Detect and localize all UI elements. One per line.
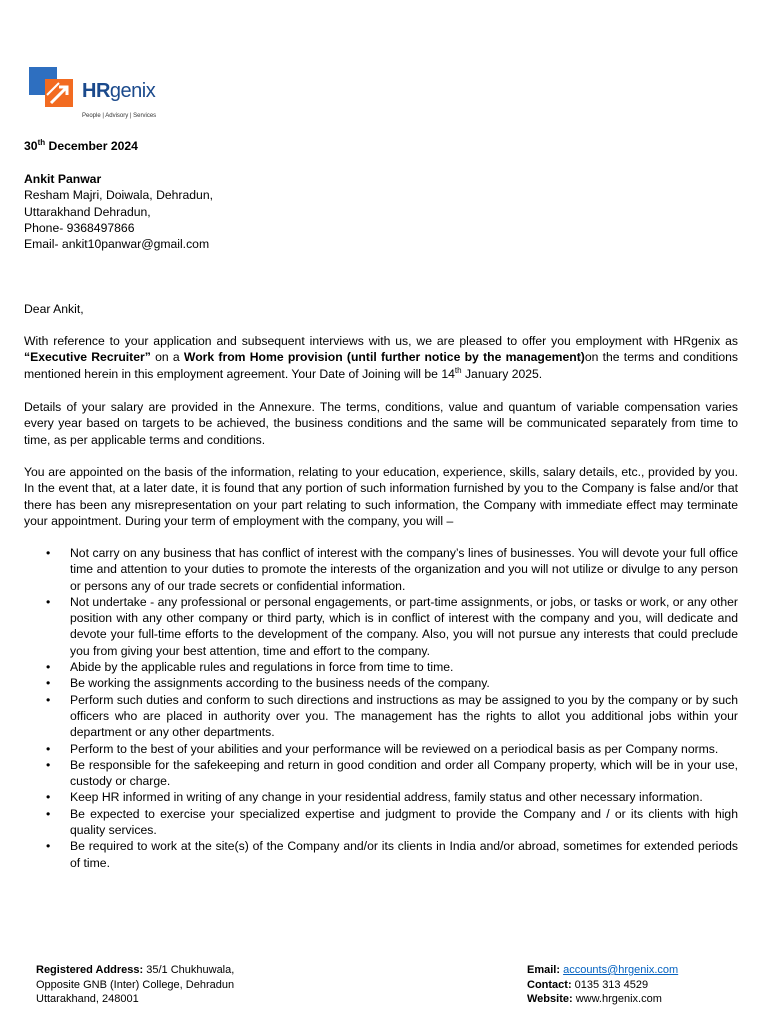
logo-wordmark: HRgenix bbox=[82, 80, 156, 102]
recipient-line2: Uttarakhand Dehradun, bbox=[24, 204, 151, 219]
list-item: • Perform to the best of your abilities and your performance will be reviewed on a periodical basis as per Company norms. bbox=[24, 741, 738, 757]
appointment-paragraph: You are appointed on the basis of the information, relating to your education, experience, skills, salary details, etc., provided by you. In the event that, at a later date, it is found that any portion of such information furnished by you to the Company is false and/or that there has been any misrepresentation on your part relating to such information, the Company with immediate effect may terminate your appointment. During your term of employment with the company, you will – bbox=[24, 465, 738, 528]
offer-paragraph: With reference to your application and subsequent interviews with us, we are pleased to offer you employment with HRgenix as “Executive Recruiter” on a Work from Home provision (until further notice by the management)on the terms and conditions mentioned herein in this employment agreement. Your Date of Joining will be 14th January 2025. bbox=[24, 334, 738, 381]
recipient-email: Email- ankit10panwar@gmail.com bbox=[24, 237, 210, 252]
footer-website: www.hrgenix.com bbox=[572, 993, 662, 1006]
list-item: • Abide by the applicable rules and regulations in force from time to time. bbox=[24, 659, 738, 675]
footer-registered-address: Registered Address: 35/1 Chukhuwala, Opposite GNB (Inter) College, Dehradun Uttarakhand, 248001 bbox=[36, 964, 235, 1006]
recipient-phone: Phone- 9368497866 bbox=[24, 220, 135, 235]
recipient-line1: Resham Majri, Doiwala, Dehradun, bbox=[24, 188, 213, 203]
logo-tagline: People | Advisory | Services bbox=[82, 113, 157, 119]
list-item: • Be responsible for the safekeeping and return in good condition and order all Company property, which will be in your use, custody or charge. bbox=[24, 757, 738, 790]
salary-paragraph: Details of your salary are provided in the Annexure. The terms, conditions, value and quantum of variable compensation varies every year based on targets to be achieved, the business conditions and the same will be communicated separately from time to time, as per applicable terms and conditions. bbox=[24, 400, 738, 447]
salutation: Dear Ankit, bbox=[24, 302, 84, 316]
letter-date: 30th December 2024 bbox=[24, 137, 138, 153]
list-item: • Be required to work at the site(s) of the Company and/or its clients in India and/or abroad, sometimes for extended periods of time. bbox=[24, 838, 738, 871]
list-item: • Not undertake - any professional or personal engagements, or part-time assignments, or jobs, or tasks or work, or any other position with any other company or third party, which is in conflict of interest with the company and you, will dedicate and devote your full-time efforts to the development of the company. Also, you will not pursue any interests that could preclude you from giving your best attention, time and effort to the company. bbox=[24, 594, 738, 659]
recipient-address bbox=[24, 171, 213, 252]
list-item: • Perform such duties and conform to such directions and instructions as may be assigned to you by the company or by such officers who are placed in authority over you. The management has the rights to allot you additional jobs within your department or any other departments. bbox=[24, 692, 738, 741]
recipient-name: Ankit Panwar bbox=[24, 172, 102, 186]
list-item: • Be expected to exercise your specialized expertise and judgment to provide the Company and / or its clients with high quality services. bbox=[24, 806, 738, 839]
list-item: • Be working the assignments according to the business needs of the company. bbox=[24, 675, 738, 691]
terms-list bbox=[24, 545, 738, 871]
list-item: • Not carry on any business that has conflict of interest with the company’s lines of businesses. You will devote your full office time and attention to your duties to promote the interests of the organization and you will not utilize or divulge to any person or persons any of our trade secrets or confidential information. bbox=[24, 545, 738, 594]
footer-contact: Email: accounts@hrgenix.com Contact: 0135 313 4529 Website: www.hrgenix.com bbox=[527, 964, 679, 1006]
footer-email-link[interactable]: accounts@hrgenix.com bbox=[563, 964, 679, 976]
list-item: • Keep HR informed in writing of any change in your residential address, family status and other necessary information. bbox=[24, 789, 738, 805]
